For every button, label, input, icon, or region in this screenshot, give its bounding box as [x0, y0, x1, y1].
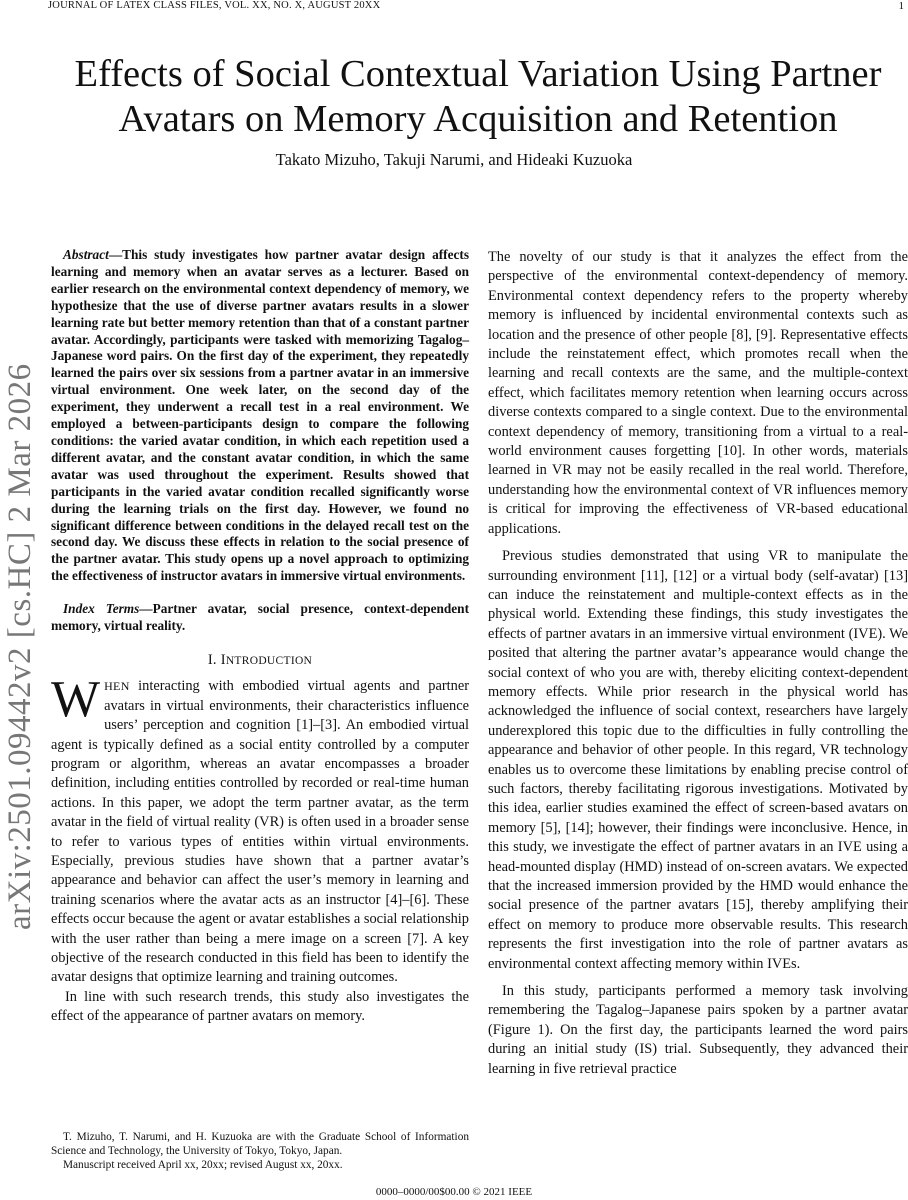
intro-paragraph-1-text: interacting with embodied virtual agents and partner avatars in virtual environments, their characteristics influence users’ perception and cognition [1]–[3]. An embodied virtual agent is typically defined as a social entity controlled by a computer program or algorithm, whereas an avatar encompasses a broader definition, including entities controlled by recorded or real-time human actions. In this paper, we adopt the term partner avatar, as the term avatar in the field of virtual reality (VR) is often used in a broader sense to refer to various types of entities within virtual environments. Especially, previous studies have shown that a partner avatar’s appearance and behavior can affect the user’s memory in learning and training scenarios where the avatar acts as an instructor [4]–[6]. These effects occur because the agent or avatar establishes a social relationship with the user rather than being a mere image on a screen [7]. A key objective of the research conducted in this field has been to identify the avatar designs that optimize learning and training outcomes. [51, 678, 469, 986]
copyright-footer: 0000–0000/00$00.00 © 2021 IEEE [375, 1186, 533, 1198]
author-list: Takato Mizuho, Takuji Narumi, and Hideaki Kuzuoka [275, 150, 633, 169]
left-column [51, 247, 469, 1027]
right-paragraph-2: Previous studies demonstrated that using VR to manipulate the surrounding environment [11], [12] or a virtual body (self-avatar) [13] can induce the reinstatement and multiple-context effects as in the physical world. Extending these findings, this study investigates the effects of partner avatars in an immersive virtual environment (IVE). We posited that altering the partner avatar’s appearance would change the social context of who you are with, thereby eliciting context-dependent memory effects. While prior research in the physical world has acknowledged the influence of social context, researchers have largely underexplored this topic due to the difficulties in fully controlling the appearance and behavior of other people. In this regard, VR technology enables us to overcome these limitations by enabling precise control of such factors, thereby facilitating rigorous investigations. Motivated by this idea, earlier studies examined the effect of screen-based avatars on memory [5], [14]; however, their findings were inconclusive. Hence, in this study, we investigate the effect of partner avatars in an IVE using a head-mounted display (HMD) instead of on-screen avatars. We expected that the increased immersion provided by the HMD would enhance the social presence of the partner avatars [15], thereby amplifying their effect on memory to produce more observable results. This research represents the first investigation into the role of partner avatars as environmental context affecting memory within IVEs. [488, 548, 908, 972]
paper-title: Effects of Social Contextual Variation Using Partner Avatars on Memory Acquisition and Retention [74, 53, 882, 140]
section-heading-introduction [51, 651, 469, 671]
section-name: NTRODUCTION [225, 654, 313, 667]
index-terms-label: Index Terms [63, 601, 140, 617]
intro-paragraph-2: In line with such research trends, this study also investigates the effect of the appearance of partner avatars on memory. [51, 988, 469, 1025]
index-terms-text: —Partner avatar, social presence, context-dependent memory, virtual reality. [51, 601, 469, 634]
right-paragraph-3: In this study, participants performed a memory task involving remembering the Tagalog–Japanese pairs spoken by a partner avatar (Figure 1). On the first day, the participants learned the word pairs during an initial study (IS) trial. Subsequently, they advanced their learning in five retrieval practice [488, 983, 908, 1077]
right-paragraph-1: The novelty of our study is that it analyzes the effect from the perspective of the environmental context-dependency of memory. Environmental context dependency refers to the property whereby memory is influenced by incidental environmental contexts such as location and the presence of other people [8], [9]. Representative effects include the reinstatement effect, which promotes recall when the learning and recall contexts are the same, and the multiple-context effect, which facilitates memory retention when learning occurs across diverse contexts compared to a single context. Due to the environmental context dependency of memory, transitioning from a virtual to a real-world environment causes forgetting [10]. In other words, materials learned in VR may not be easily recalled in the real world. Therefore, understanding how the environmental context of VR influences memory is critical for improving the effectiveness of VR-based educational applications. [488, 249, 908, 537]
running-header: JOURNAL OF LATEX CLASS FILES, VOL. XX, NO. X, AUGUST 20XX [48, 0, 381, 11]
dropcap-letter: W [51, 671, 101, 729]
arxiv-watermark: arXiv:2501.09442v2 [cs.HC] 2 Mar 2026 [2, 363, 38, 930]
dropcap-rest: HEN [104, 679, 130, 694]
footnote-manuscript: Manuscript received April xx, 20xx; revised August xx, 20xx. [63, 1159, 343, 1171]
page-number: 1 [898, 0, 904, 12]
affiliation-footnote [51, 1130, 469, 1172]
section-numeral: I. I [207, 651, 226, 668]
index-terms [51, 601, 469, 635]
abstract-text: —This study investigates how partner avatar design affects learning and memory when an avatar serves as a lecturer. Based on earlier research on the environmental context dependency of memory, we hypothesize that the use of diverse partner avatars results in a slower learning rate but better memory retention than that of a constant partner avatar. Accordingly, participants were tasked with memorizing Tagalog–Japanese word pairs. On the first day of the experiment, they repeatedly learned the pairs over six sessions from a partner avatar in an immersive virtual environment. One week later, on the second day of the experiment, they underwent a recall test in a real environment. We employed a between-participants design to compare the following conditions: the varied avatar condition, in which each repetition used a different avatar, and the constant avatar condition, in which the same avatar was used throughout the experiment. Results showed that participants in the varied avatar condition recalled significantly worse during the learning trials on the first day. However, we found no significant difference between conditions in the delayed recall test on the second day. We discuss these effects in relation to the social presence of the partner avatar. This study opens up a novel approach to optimizing the effectiveness of instructor avatars in immersive virtual environments. [51, 247, 469, 584]
intro-paragraph-1 [51, 671, 469, 988]
abstract [51, 247, 469, 585]
abstract-label: Abstract [63, 247, 109, 262]
footnote-affiliation: T. Mizuho, T. Narumi, and H. Kuzuoka are with the Graduate School of Information Science and Technology, the University of Tokyo, Tokyo, Japan. [51, 1131, 469, 1157]
right-column [488, 248, 908, 1079]
